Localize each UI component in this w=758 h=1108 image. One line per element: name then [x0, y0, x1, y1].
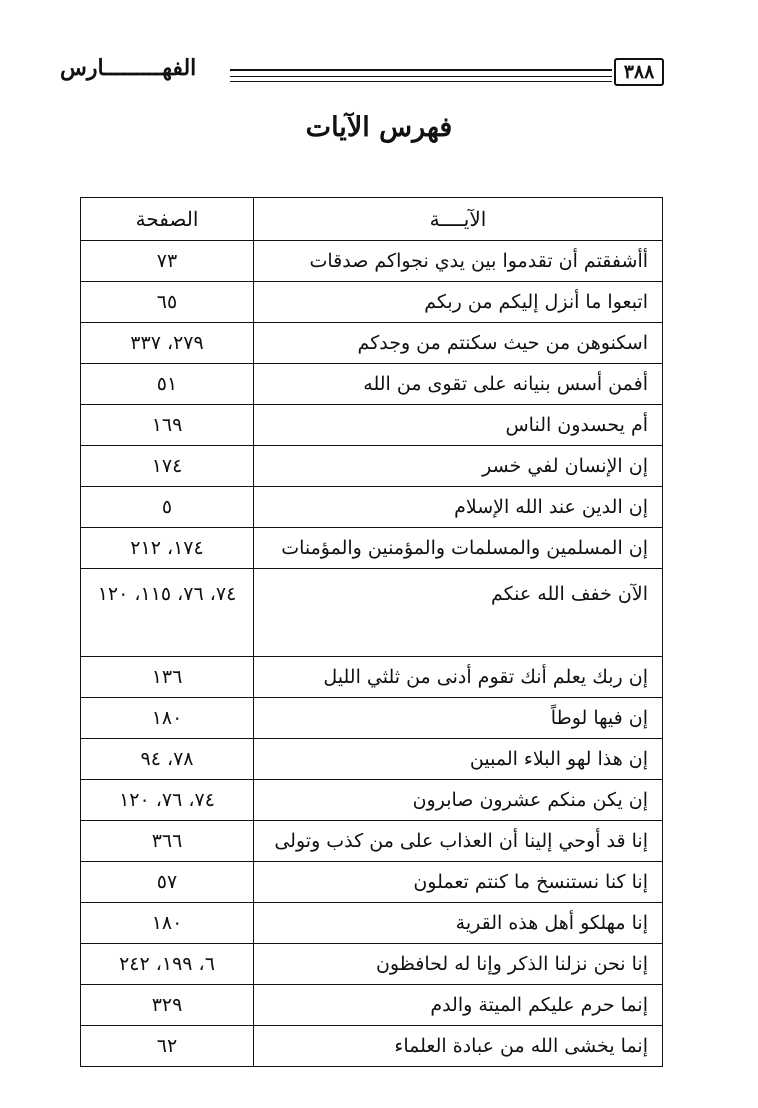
page-cell: ١٧٤	[81, 446, 254, 487]
table-row	[81, 282, 663, 323]
verse-cell: إنما حرم عليكم الميتة والدم	[254, 985, 663, 1026]
table-row	[81, 241, 663, 282]
verse-cell: إنما يخشى الله من عبادة العلماء	[254, 1026, 663, 1067]
page-cell: ٥	[81, 487, 254, 528]
verse-cell: إنا كنا نستنسخ ما كنتم تعملون	[254, 862, 663, 903]
page-cell: ٥٧	[81, 862, 254, 903]
page-title: فهرس الآيات	[305, 112, 453, 143]
verse-cell: إن المسلمين والمسلمات والمؤمنين والمؤمنات	[254, 528, 663, 569]
table-row	[81, 364, 663, 405]
verse-cell: إن فيها لوطاً	[254, 698, 663, 739]
table-row	[81, 405, 663, 446]
page-cell: ٦٢	[81, 1026, 254, 1067]
table-row	[81, 657, 663, 698]
verse-cell: أفمن أسس بنيانه على تقوى من الله	[254, 364, 663, 405]
table-row	[81, 821, 663, 862]
page-cell: ٥١	[81, 364, 254, 405]
page-cell: ٧٤، ٧٦، ١٢٠	[81, 780, 254, 821]
verse-cell: إن ربك يعلم أنك تقوم أدنى من ثلثي الليل	[254, 657, 663, 698]
header-rule	[230, 81, 612, 82]
page-cell: ٦٥	[81, 282, 254, 323]
page-cell: ٧٤، ٧٦، ١١٥، ١٢٠	[81, 569, 254, 657]
table-row	[81, 985, 663, 1026]
verse-cell: إنا نحن نزلنا الذكر وإنا له لحافظون	[254, 944, 663, 985]
verse-cell: اسكنوهن من حيث سكنتم من وجدكم	[254, 323, 663, 364]
table-row	[81, 569, 663, 657]
page-cell: ١٨٠	[81, 698, 254, 739]
verse-cell: إنا قد أوحي إلينا أن العذاب على من كذب وتولى	[254, 821, 663, 862]
page-cell: ٦، ١٩٩، ٢٤٢	[81, 944, 254, 985]
verse-cell: إن الإنسان لفي خسر	[254, 446, 663, 487]
table-row	[81, 862, 663, 903]
verse-cell: إن يكن منكم عشرون صابرون	[254, 780, 663, 821]
table-row	[81, 780, 663, 821]
header-rule	[230, 76, 612, 77]
page-number: ٣٨٨	[614, 58, 664, 86]
table-row	[81, 446, 663, 487]
page-cell: ١٣٦	[81, 657, 254, 698]
column-header-verse: الآيــــة	[254, 198, 663, 241]
table-row	[81, 487, 663, 528]
page-cell: ٣٢٩	[81, 985, 254, 1026]
verse-cell: أم يحسدون الناس	[254, 405, 663, 446]
page-cell: ٧٨، ٩٤	[81, 739, 254, 780]
verse-cell: إن الدين عند الله الإسلام	[254, 487, 663, 528]
table-row	[81, 698, 663, 739]
running-header	[60, 52, 660, 92]
page-cell: ١٨٠	[81, 903, 254, 944]
page-cell: ٢٧٩، ٣٣٧	[81, 323, 254, 364]
verse-cell: الآن خفف الله عنكم	[254, 569, 663, 657]
table-row	[81, 944, 663, 985]
table-row	[81, 1026, 663, 1067]
section-title: الفهـــــــــارس	[60, 55, 197, 81]
table-header-row	[81, 198, 663, 241]
column-header-page: الصفحة	[81, 198, 254, 241]
page-cell: ١٧٤، ٢١٢	[81, 528, 254, 569]
table-row	[81, 903, 663, 944]
verse-cell: اتبعوا ما أنزل إليكم من ربكم	[254, 282, 663, 323]
table-row	[81, 323, 663, 364]
page-cell: ٧٣	[81, 241, 254, 282]
page-cell: ١٦٩	[81, 405, 254, 446]
page-cell: ٣٦٦	[81, 821, 254, 862]
verse-cell: إن هذا لهو البلاء المبين	[254, 739, 663, 780]
verse-cell: أأشفقتم أن تقدموا بين يدي نجواكم صدقات	[254, 241, 663, 282]
table-row	[81, 739, 663, 780]
header-rule	[230, 69, 612, 71]
table-row	[81, 528, 663, 569]
verse-cell: إنا مهلكو أهل هذه القرية	[254, 903, 663, 944]
verse-index-table	[80, 197, 663, 1067]
